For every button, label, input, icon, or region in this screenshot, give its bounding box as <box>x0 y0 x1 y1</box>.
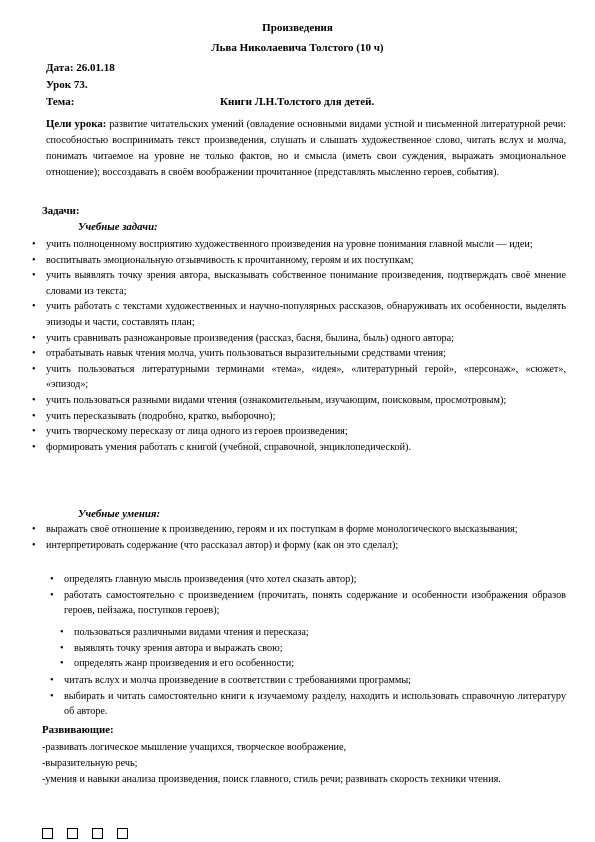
list-item-text: учить пересказывать (подробно, кратко, выборочно); <box>46 410 276 422</box>
doc-subtitle: Льва Николаевича Толстого (10 ч) <box>211 42 384 54</box>
lesson-goals <box>46 116 566 181</box>
checkbox-3[interactable] <box>92 828 103 839</box>
list-item <box>32 440 566 456</box>
list-item-text: учить работать с текстами художественных и научно-популярных рассказов, обнаруживать их особенности, выделять эпизоды и части, составлять план; <box>46 301 566 328</box>
final-skills-list <box>50 673 566 720</box>
list-item-text: определять жанр произведения и его особенности; <box>74 658 295 670</box>
list-item-text: работать самостоятельно с произведением (прочитать, понять содержание и особенности изображения образов героев, пейзажа, поступков героев); <box>64 589 566 617</box>
checkbox-4[interactable] <box>117 828 128 839</box>
learning-skills-list <box>32 522 566 553</box>
theme-label: Тема: <box>46 96 75 108</box>
list-item <box>50 572 566 588</box>
goals-text: развитие читательских умений (овладение основными видами устной и письменной литературной речи: способностью воспринимать текст произведения, слушать и слышать художественное слово, читать вслух и молча, понимать читаемое на уровне не только фактов, но и смысла (иметь свои суждения, выражать эмоциональное отношение); воссоздавать в своём воображении прочитанное (представлять мысленно героев, события). <box>46 119 566 178</box>
list-item <box>32 409 566 425</box>
developing-line: -умения и навыки анализа произведения, поиск главного, стиль речи; развивать скорость техники чтения. <box>42 774 501 785</box>
learning-tasks-list <box>32 237 566 455</box>
goals-label: Цели урока: <box>46 118 107 130</box>
list-item-text: учить полноценному восприятию художественного произведения на уровне понимания главной мысли — идеи; <box>46 239 533 250</box>
list-item-text: учить пользоваться литературными терминами «тема», «идея», «литературный герой», «персонаж», «сюжет», «эпизод»; <box>46 363 566 391</box>
list-item <box>32 538 566 554</box>
learning-skills-heading: Учебные умения: <box>78 508 161 520</box>
nested-skills-list <box>50 572 566 619</box>
lesson-number: Урок 73. <box>46 79 88 91</box>
bullet-icon: • <box>32 410 36 422</box>
bullet-icon: • <box>32 332 36 344</box>
bullet-icon: • <box>60 627 64 638</box>
bullet-icon: • <box>50 675 54 686</box>
learning-tasks-heading: Учебные задачи: <box>78 221 158 233</box>
bullet-icon: • <box>50 690 54 702</box>
list-item <box>32 237 566 253</box>
bullet-icon: • <box>32 239 36 250</box>
list-item-text: пользоваться различными видами чтения и пересказа; <box>74 627 309 638</box>
lesson-date: Дата: 26.01.18 <box>46 62 115 74</box>
list-item <box>32 299 566 330</box>
list-item <box>60 641 564 657</box>
list-item-text: выбирать и читать самостоятельно книги к изучаемому разделу, находить и использовать справочную литературу об авторе. <box>64 690 566 718</box>
theme-value: Книги Л.Н.Толстого для детей. <box>220 96 375 108</box>
list-item <box>32 268 566 299</box>
bullet-icon: • <box>32 524 36 535</box>
list-item <box>50 689 566 720</box>
list-item <box>60 656 564 672</box>
list-item <box>50 588 566 619</box>
deep-skills-list <box>60 625 564 672</box>
list-item <box>32 362 566 393</box>
tasks-heading: Задачи: <box>42 205 80 217</box>
list-item <box>32 346 566 362</box>
checkbox-row <box>42 828 142 839</box>
list-item-text: отрабатывать навык чтения молча, учить пользоваться выразительными средствами чтения; <box>46 348 446 360</box>
list-item-text: читать вслух и молча произведение в соответствии с требованиями программы; <box>64 675 411 686</box>
doc-title: Произведения <box>262 22 333 34</box>
developing-lines <box>42 740 562 788</box>
list-item-text: учить пользоваться разными видами чтения (ознакомительным, изучающим, поисковым, просмотровым); <box>46 394 507 406</box>
list-item-text: учить сравнивать разножанровые произведения (рассказ, басня, былина, быль) одного автора; <box>46 332 454 344</box>
checkbox-2[interactable] <box>67 828 78 839</box>
list-item-text: формировать умения работать с книгой (учебной, справочной, энциклопедической). <box>46 441 411 453</box>
bullet-icon: • <box>50 589 54 601</box>
bullet-icon: • <box>60 642 64 654</box>
list-item <box>50 673 566 689</box>
bullet-icon: • <box>32 426 36 438</box>
developing-line: -развивать логическое мышление учащихся, творческое воображение, <box>42 742 347 753</box>
list-item <box>32 522 566 538</box>
list-item-text: определять главную мысль произведения (что хотел сказать автор); <box>64 574 357 585</box>
list-item-text: выражать своё отношение к произведению, героям и их поступкам в форме монологического высказывания; <box>46 524 518 535</box>
developing-line: -выразительную речь; <box>42 758 138 769</box>
list-item <box>32 253 566 269</box>
list-item <box>32 424 566 440</box>
bullet-icon: • <box>60 658 64 670</box>
bullet-icon: • <box>32 539 36 551</box>
bullet-icon: • <box>32 254 36 266</box>
list-item-text: воспитывать эмоциональную отзывчивость к прочитанному, героям и их поступкам; <box>46 254 414 266</box>
bullet-icon: • <box>32 394 36 406</box>
bullet-icon: • <box>32 348 36 360</box>
bullet-icon: • <box>32 441 36 453</box>
list-item-text: выявлять точку зрения автора и выражать свою; <box>74 642 283 654</box>
bullet-icon: • <box>32 363 36 375</box>
bullet-icon: • <box>32 301 36 313</box>
developing-heading: Развивающие: <box>42 724 114 736</box>
list-item <box>60 625 564 641</box>
list-item <box>32 393 566 409</box>
list-item-text: учить выявлять точку зрения автора, высказывать собственное понимание произведения, подтверждать своё мнение словами из текста; <box>46 270 566 297</box>
checkbox-1[interactable] <box>42 828 53 839</box>
list-item <box>32 331 566 347</box>
list-item-text: интерпретировать содержание (что рассказал автор) и форму (как он это сделал); <box>46 539 399 551</box>
bullet-icon: • <box>50 574 54 585</box>
list-item-text: учить творческому пересказу от лица одного из героев произведения; <box>46 426 348 438</box>
bullet-icon: • <box>32 270 36 282</box>
